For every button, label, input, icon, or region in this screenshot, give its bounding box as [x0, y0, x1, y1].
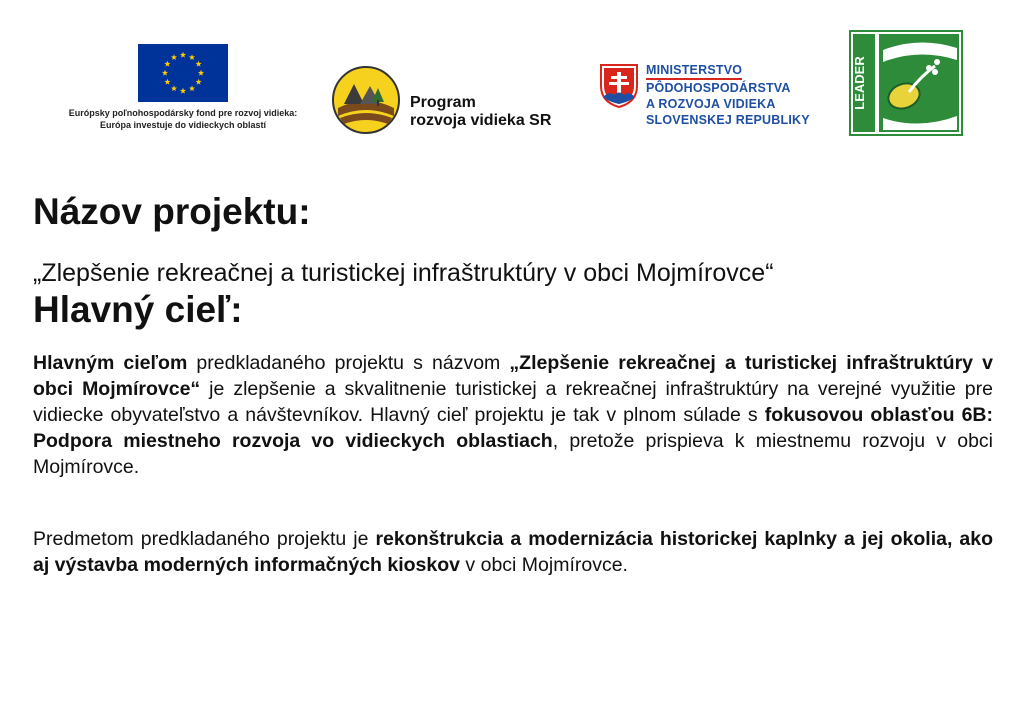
eu-fund-name: Európsky poľnohospodársky fond pre rozvoj vidieka:	[68, 108, 298, 118]
main-content	[33, 190, 993, 578]
ministry-name	[646, 62, 810, 128]
focus-area: fokusovou oblasťou 6B: Podpora miestneho rozvoja vo vidieckych oblastiach	[33, 404, 993, 452]
goal-term: Hlavným cieľom	[33, 352, 188, 374]
logo-header	[0, 28, 1024, 140]
main-goal-heading: Hlavný cieľ:	[33, 289, 243, 330]
leader-logo	[849, 30, 963, 136]
landscape-emblem-icon	[330, 64, 402, 136]
ministry-line	[646, 62, 810, 80]
rural-development-program-logo	[330, 64, 590, 136]
prv-line-2: rozvoja vidieka SR	[410, 112, 552, 129]
eu-fund-logo	[48, 44, 318, 130]
project-name-heading: Názov projektu:	[33, 191, 311, 232]
eu-flag-icon	[138, 44, 228, 102]
text-span: je zlepšenie a skvalitnenie turistickej a rekreačnej infraštruktúry na verejné využitie pre vidiecke obyvateľstvo a návštevníkov. Hlavný cieľ projektu je tak v plnom súlade s	[33, 378, 993, 426]
text-span: , pretože prispieva k miestnemu rozvoju v obci Mojmírovce.	[33, 430, 993, 478]
prv-line-1: Program	[410, 94, 476, 111]
rural-development-program-name	[410, 94, 551, 130]
text-span: predkladaného projektu s názvom	[187, 352, 510, 374]
ministry-line-3: A ROZVOJA VIDIEKA	[646, 97, 776, 111]
text-span: Predmetom predkladaného projektu je	[33, 528, 376, 550]
ministry-logo	[600, 62, 840, 142]
ministry-line-2: PÔDOHOSPODÁRSTVA	[646, 81, 791, 95]
main-goal-paragraph	[33, 350, 993, 480]
ministry-line-1: MINISTERSTVO	[646, 62, 742, 80]
ministry-line-4: SLOVENSKEJ REPUBLIKY	[646, 113, 810, 127]
project-subject: rekonštrukcia a modernizácia historickej kaplnky a jej okolia, ako aj výstavba moderných informačných kioskov	[33, 528, 993, 576]
project-title-inline: „Zlepšenie rekreačnej a turistickej infraštruktúry v obci Mojmírovce“	[33, 352, 993, 400]
leader-text: LEADER	[852, 56, 867, 110]
project-subject-paragraph	[33, 526, 993, 578]
eu-fund-slogan: Európa investuje do vidieckych oblastí	[99, 120, 267, 130]
text-span: v obci Mojmírovce.	[460, 554, 628, 576]
slovak-coat-of-arms-icon	[600, 64, 638, 108]
project-title: „Zlepšenie rekreačnej a turistickej infraštruktúry v obci Mojmírovce“	[33, 259, 774, 287]
